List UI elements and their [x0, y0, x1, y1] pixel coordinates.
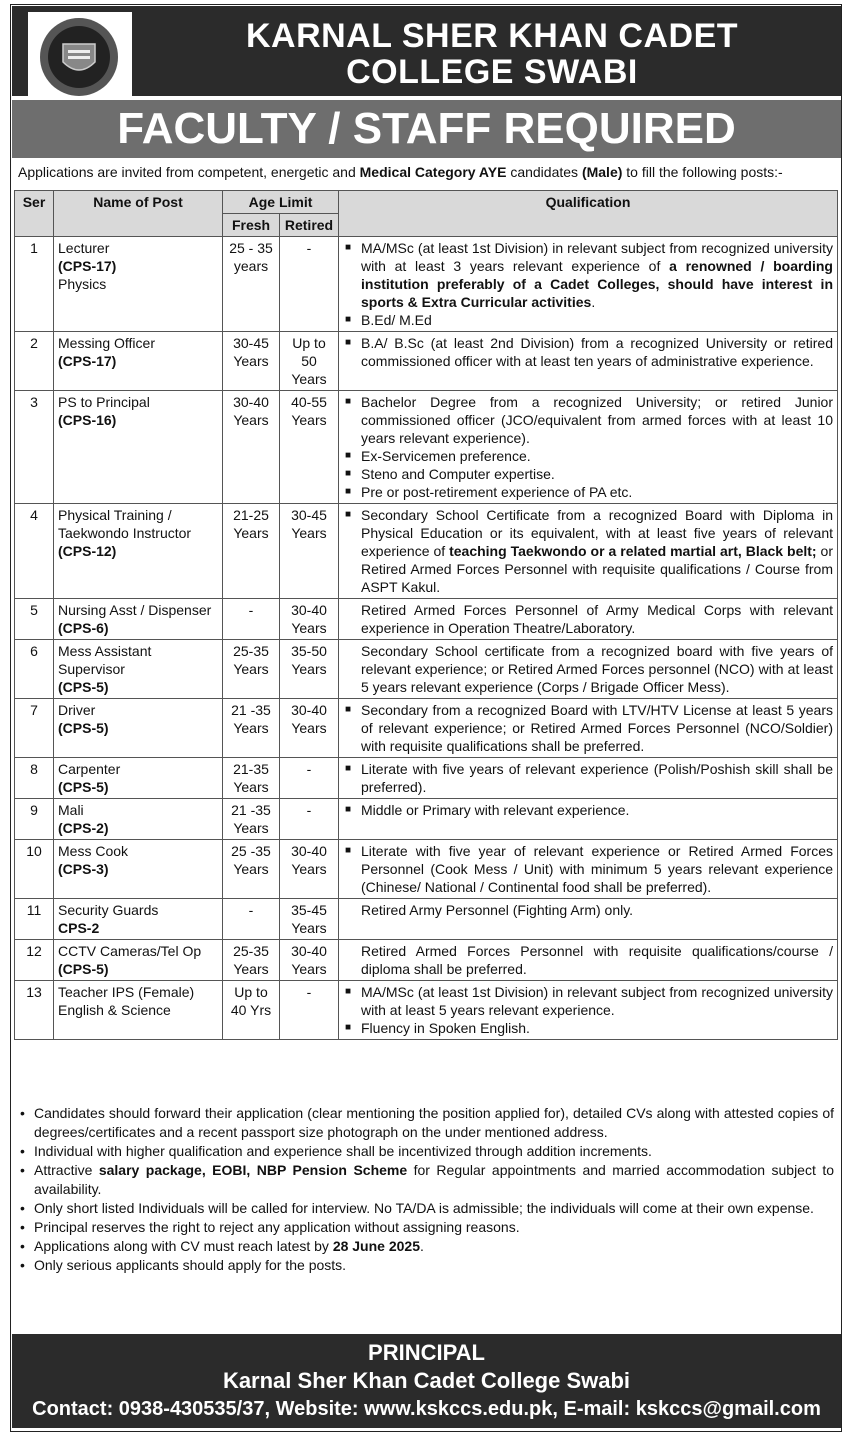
qual-text: Retired Armed Forces Personnel of Army Medical Corps with relevant experience in Operation Theatre/Laboratory.	[361, 602, 833, 636]
intro-part: candidates	[506, 164, 582, 180]
cell-ser: 7	[15, 699, 54, 758]
cell-ser: 2	[15, 332, 54, 391]
post-name: Lecturer	[58, 240, 110, 256]
qualification-item	[343, 601, 833, 637]
qualification-item	[343, 447, 833, 465]
post-cps: (CPS-12)	[58, 543, 117, 559]
note-text: Principal reserves the right to reject any application without assigning reasons.	[34, 1219, 520, 1235]
notes-list	[18, 1104, 834, 1275]
page-title: FACULTY / STAFF REQUIRED	[12, 100, 841, 158]
intro-medical: Medical Category AYE	[359, 164, 507, 180]
college-line-2: COLLEGE SWABI	[346, 53, 638, 91]
qual-text: Secondary School certificate from a recognized board with five years of relevant experience; or Retired Armed Forces personnel (NCO) with at least 5 years relevant experience (Corps / Brigade Officer Mess).	[361, 643, 833, 695]
cell-post	[54, 391, 223, 504]
qualification-item	[343, 506, 833, 596]
cell-retired: 35-50 Years	[280, 640, 339, 699]
footer-contact: Contact: 0938-430535/37, Website: www.kskccs.edu.pk, E-mail: kskccs@gmail.com	[32, 1398, 821, 1420]
cell-retired: 35-45 Years	[280, 899, 339, 940]
cell-post	[54, 981, 223, 1040]
cell-fresh: 21 -35 Years	[223, 799, 280, 840]
post-name: Mess Cook	[58, 843, 129, 859]
cell-post	[54, 840, 223, 899]
qualification-item	[343, 465, 833, 483]
header-banner	[12, 6, 841, 96]
qual-text: Secondary School Certificate from a recognized Board with Diploma in Physical Education or its equivalent, with at least five years of relevant experience of	[361, 507, 833, 559]
college-crest-icon	[38, 16, 120, 98]
note-item	[18, 1237, 834, 1256]
post-cps: (CPS-5)	[58, 679, 109, 695]
cell-fresh: 25 - 35 years	[223, 237, 280, 332]
post-name: Nursing Asst / Dispenser	[58, 602, 212, 618]
note-item	[18, 1161, 834, 1199]
cell-ser: 4	[15, 504, 54, 599]
intro-part: to fill the following posts:-	[622, 164, 783, 180]
cell-ser: 10	[15, 840, 54, 899]
cell-qualification	[339, 599, 838, 640]
table-row	[15, 899, 838, 940]
qualification-item	[343, 842, 833, 896]
header-post: Name of Post	[54, 191, 223, 237]
cell-retired: 40-55 Years	[280, 391, 339, 504]
cell-post	[54, 799, 223, 840]
cell-post	[54, 940, 223, 981]
cell-retired: -	[280, 237, 339, 332]
qualification-item	[343, 642, 833, 696]
cell-qualification	[339, 237, 838, 332]
cell-retired: Up to 50 Years	[280, 332, 339, 391]
qualification-item	[343, 334, 833, 370]
cell-qualification	[339, 758, 838, 799]
cell-fresh: 21-35 Years	[223, 758, 280, 799]
header-age: Age Limit	[223, 191, 339, 214]
qualification-item	[343, 983, 833, 1019]
qual-text: Retired Army Personnel (Fighting Arm) only.	[361, 902, 634, 918]
qual-after: .	[591, 294, 596, 310]
post-name: Driver	[58, 702, 96, 718]
cell-post	[54, 758, 223, 799]
cell-fresh: -	[223, 599, 280, 640]
cell-post	[54, 504, 223, 599]
note-after: .	[419, 1238, 424, 1254]
cell-retired: 30-40 Years	[280, 940, 339, 981]
cell-ser: 5	[15, 599, 54, 640]
posts-table	[14, 190, 838, 1040]
cell-post	[54, 899, 223, 940]
qual-text: B.Ed/ M.Ed	[361, 312, 432, 328]
cell-qualification	[339, 899, 838, 940]
header-ser: Ser	[15, 191, 54, 237]
header-fresh: Fresh	[223, 214, 280, 237]
cell-qualification	[339, 981, 838, 1040]
cell-post	[54, 699, 223, 758]
cell-retired: 30-40 Years	[280, 840, 339, 899]
table-row	[15, 699, 838, 758]
post-extra: English & Science	[58, 1002, 171, 1018]
table-row	[15, 332, 838, 391]
cell-qualification	[339, 504, 838, 599]
post-cps: (CPS-5)	[58, 720, 109, 736]
footer-banner	[12, 1334, 841, 1428]
cell-retired: 30-40 Years	[280, 699, 339, 758]
qualification-item	[343, 942, 833, 978]
cell-ser: 12	[15, 940, 54, 981]
header-qualification: Qualification	[339, 191, 838, 237]
note-after: for Regular appointments and married accommodation subject to availability.	[34, 1162, 834, 1197]
post-cps: (CPS-6)	[58, 620, 109, 636]
post-cps: (CPS-16)	[58, 412, 117, 428]
qual-text: Literate with five years of relevant experience (Polish/Poshish skill shall be preferred).	[361, 761, 833, 795]
note-item	[18, 1218, 834, 1237]
post-cps: (CPS-5)	[58, 779, 109, 795]
note-item	[18, 1104, 834, 1142]
intro-part: Applications are invited from competent, energetic and	[18, 164, 360, 180]
post-name: Physical Training / Taekwondo Instructor	[58, 507, 192, 541]
qual-text: Literate with five year of relevant experience or Retired Armed Forces Personnel (Cook Mess / Unit) with minimum 5 years relevant experience (Chinese/ National / Continental food shall be preferred).	[361, 843, 833, 895]
cell-post	[54, 640, 223, 699]
cell-ser: 3	[15, 391, 54, 504]
cell-qualification	[339, 332, 838, 391]
post-cps: (CPS-3)	[58, 861, 109, 877]
qualification-item	[343, 239, 833, 311]
table-row	[15, 504, 838, 599]
cell-fresh: 21-25 Years	[223, 504, 280, 599]
post-cps: (CPS-17)	[58, 258, 117, 274]
qual-text: Middle or Primary with relevant experience.	[361, 802, 630, 818]
cell-fresh: -	[223, 899, 280, 940]
college-name	[142, 18, 842, 90]
cell-fresh: 21 -35 Years	[223, 699, 280, 758]
table-row	[15, 237, 838, 332]
cell-ser: 8	[15, 758, 54, 799]
post-extra: Physics	[58, 276, 107, 292]
qual-text: Pre or post-retirement experience of PA etc.	[361, 484, 633, 500]
cell-qualification	[339, 940, 838, 981]
logo-box	[28, 12, 132, 102]
note-bold: 28 June 2025	[332, 1238, 420, 1254]
post-cps: CPS-2	[58, 920, 100, 936]
cell-qualification	[339, 840, 838, 899]
cell-retired: 30-40 Years	[280, 599, 339, 640]
qual-text: B.A/ B.Sc (at least 2nd Division) from a recognized University or retired commissioned officer with at least ten years of administrative experience.	[361, 335, 833, 369]
note-text: Only short listed Individuals will be called for interview. No TA/DA is admissible; the individuals will come at their own expense.	[34, 1200, 814, 1216]
qualification-item	[343, 901, 833, 919]
note-bold: salary package, EOBI, NBP Pension Scheme	[98, 1162, 408, 1178]
header-retired: Retired	[280, 214, 339, 237]
cell-fresh: 25-35 Years	[223, 640, 280, 699]
note-text: Candidates should forward their application (clear mentioning the position applied for), detailed CVs along with attested copies of degrees/certificates and a recent passport size photograph on the under mentioned address.	[34, 1105, 834, 1140]
table-row	[15, 840, 838, 899]
note-text: Individual with higher qualification and experience shall be incentivized through addition increments.	[34, 1143, 652, 1159]
cell-post	[54, 237, 223, 332]
cell-fresh: Up to 40 Yrs	[223, 981, 280, 1040]
qual-bold: teaching Taekwondo or a related martial art, Black belt;	[449, 543, 817, 559]
cell-retired: -	[280, 799, 339, 840]
qual-text: MA/MSc (at least 1st Division) in relevant subject from recognized university with at least 3 years relevant experience of	[361, 240, 833, 274]
note-text: Applications along with CV must reach latest by	[34, 1238, 333, 1254]
intro-male: (Male)	[581, 164, 623, 180]
note-text: Only serious applicants should apply for the posts.	[34, 1257, 347, 1273]
qual-text: Steno and Computer expertise.	[361, 466, 555, 482]
note-item	[18, 1142, 834, 1161]
cell-ser: 1	[15, 237, 54, 332]
cell-qualification	[339, 699, 838, 758]
qualification-item	[343, 311, 833, 329]
qualification-item	[343, 1019, 833, 1037]
cell-fresh: 25-35 Years	[223, 940, 280, 981]
post-name: CCTV Cameras/Tel Op	[58, 943, 202, 959]
cell-fresh: 30-40 Years	[223, 391, 280, 504]
posts-body	[15, 237, 838, 1040]
cell-retired: -	[280, 981, 339, 1040]
qual-text: Bachelor Degree from a recognized University; or retired Junior commissioned officer (JCO/equivalent from armed forces with at least 10 years relevant experience).	[361, 394, 833, 446]
table-row	[15, 981, 838, 1040]
cell-ser: 9	[15, 799, 54, 840]
qual-text: Retired Armed Forces Personnel with requisite qualifications/course / diploma shall be preferred.	[361, 943, 833, 977]
note-item	[18, 1256, 834, 1275]
qual-text: Secondary from a recognized Board with LTV/HTV License at least 5 years of relevant experience; or Retired Armed Forces Personnel (NCO/Soldier) with requisite qualifications shall be preferred.	[361, 702, 833, 754]
qual-text: MA/MSc (at least 1st Division) in relevant subject from recognized university with at least 5 years relevant experience.	[361, 984, 833, 1018]
post-name: Messing Officer	[58, 335, 155, 351]
cell-qualification	[339, 640, 838, 699]
footer-college: Karnal Sher Khan Cadet College Swabi	[222, 1368, 631, 1393]
post-cps: (CPS-2)	[58, 820, 109, 836]
table-row	[15, 391, 838, 504]
qualification-item	[343, 483, 833, 501]
qualification-item	[343, 801, 833, 819]
post-name: Mess Assistant Supervisor	[58, 643, 152, 677]
college-line-1: KARNAL SHER KHAN CADET	[245, 17, 739, 55]
cell-ser: 13	[15, 981, 54, 1040]
cell-ser: 11	[15, 899, 54, 940]
cell-post	[54, 332, 223, 391]
table-row	[15, 940, 838, 981]
note-item	[18, 1199, 834, 1218]
qual-after: or Retired Armed Forces Personnel with requisite qualifications / Course from ASPT Kakul.	[361, 543, 833, 595]
table-row	[15, 640, 838, 699]
cell-qualification	[339, 799, 838, 840]
post-name: Mali	[58, 802, 84, 818]
cell-qualification	[339, 391, 838, 504]
cell-fresh: 25 -35 Years	[223, 840, 280, 899]
table-row	[15, 799, 838, 840]
intro-text	[18, 164, 838, 180]
cell-post	[54, 599, 223, 640]
cell-fresh: 30-45 Years	[223, 332, 280, 391]
post-name: Security Guards	[58, 902, 159, 918]
post-name: Carpenter	[58, 761, 121, 777]
qualification-item	[343, 760, 833, 796]
footer-signatory: PRINCIPAL	[368, 1340, 485, 1365]
cell-ser: 6	[15, 640, 54, 699]
qual-bold: a renowned / boarding institution preferably of a Cadet Colleges, should have interest in sports & Extra Curricular activities	[361, 258, 833, 310]
qualification-item	[343, 393, 833, 447]
post-cps: (CPS-17)	[58, 353, 117, 369]
qualification-item	[343, 701, 833, 755]
qual-text: Ex-Servicemen preference.	[361, 448, 531, 464]
table-row	[15, 599, 838, 640]
cell-retired: 30-45 Years	[280, 504, 339, 599]
post-name: PS to Principal	[58, 394, 150, 410]
qual-text: Fluency in Spoken English.	[361, 1020, 530, 1036]
post-cps: (CPS-5)	[58, 961, 109, 977]
table-row	[15, 758, 838, 799]
cell-retired: -	[280, 758, 339, 799]
note-text: Attractive	[34, 1162, 99, 1178]
post-name: Teacher IPS (Female)	[58, 984, 195, 1000]
